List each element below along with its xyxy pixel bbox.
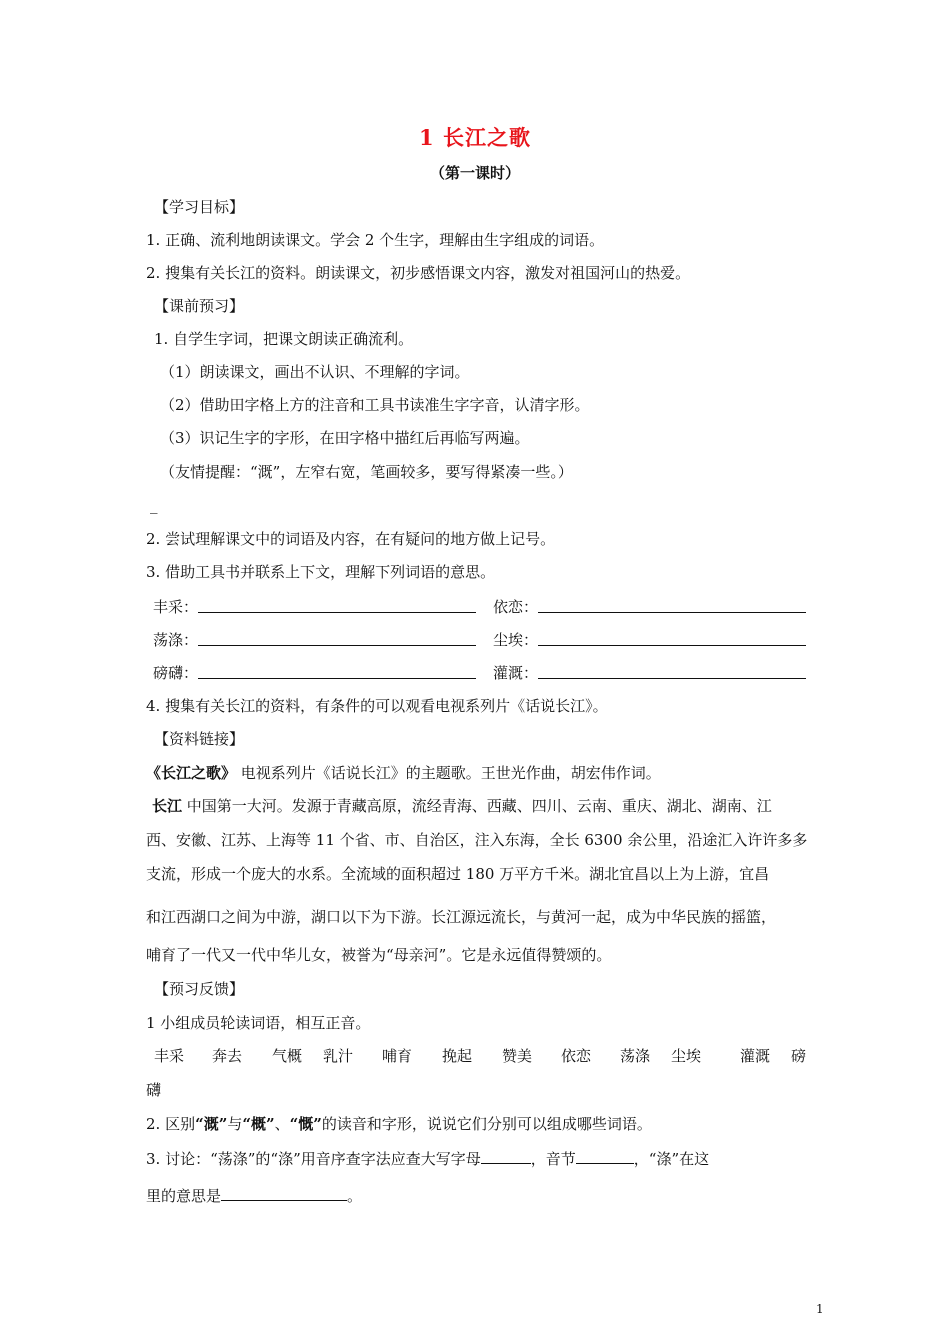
- preview-item-1: 1. 自学生字词，把课文朗读正确流利。: [154, 330, 414, 348]
- blank-meaning[interactable]: [221, 1186, 347, 1201]
- vocab-label: 丰采：: [153, 598, 199, 616]
- feedback-item-1: 1 小组成员轮读词语，相互正音。: [146, 1014, 371, 1032]
- song-entry: [146, 763, 661, 783]
- song-desc: 电视系列片《话说长江》的主题歌。王世光作曲，胡宏伟作词。: [236, 764, 661, 782]
- blank-syllable[interactable]: [576, 1149, 634, 1164]
- lesson-subtitle: （第一课时）: [429, 164, 520, 182]
- word-item: 尘埃: [671, 1047, 702, 1065]
- vocab-label: 尘埃：: [493, 631, 539, 649]
- text-run: 。: [347, 1187, 363, 1205]
- links-heading: 【资料链接】: [154, 730, 245, 748]
- word-item: 奔去: [212, 1047, 243, 1065]
- char-emphasis: “慨”: [289, 1115, 322, 1133]
- preview-item-3: 3. 借助工具书并联系上下文，理解下列词语的意思。: [146, 563, 496, 581]
- song-term: 《长江之歌》: [146, 764, 237, 782]
- word-item: 哺育: [382, 1047, 413, 1065]
- river-line: 中国第一大河。发源于青藏高原，流经青海、西藏、四川、云南、重庆、湖北、湖南、江: [182, 797, 772, 815]
- feedback-item-3: [146, 1149, 709, 1169]
- preview-sub-2: （2）借助田字格上方的注音和工具书读准生字字音，认清字形。: [160, 396, 590, 414]
- word-item: 依恋: [561, 1047, 592, 1065]
- text-run: 的读音和字形，说说它们分别可以组成哪些词语。: [321, 1115, 652, 1133]
- blank-letter[interactable]: [481, 1149, 531, 1164]
- river-term: 长江: [152, 797, 183, 815]
- text-run: 3. 讨论：“荡涤”的“涤”用音序查字法应查大写字母: [146, 1150, 481, 1168]
- answer-line[interactable]: [198, 612, 476, 613]
- river-line: 支流，形成一个庞大的水系。全流域的面积超过 180 万平方千米。湖北宜昌以上为上游，宜昌: [146, 865, 770, 883]
- goal-item-2: 2. 搜集有关长江的资料。朗读课文，初步感悟课文内容，激发对祖国河山的热爱。: [146, 264, 691, 282]
- text-run: ，“涤”在这: [633, 1150, 710, 1168]
- preview-item-4: 4. 搜集有关长江的资料，有条件的可以观看电视系列片《话说长江》。: [146, 697, 608, 715]
- text-run: 与: [227, 1115, 243, 1133]
- preview-sub-1: （1）朗读课文，画出不认识、不理解的字词。: [160, 363, 470, 381]
- char-emphasis: “溉”: [195, 1115, 228, 1133]
- vocab-label: 荡涤：: [153, 631, 199, 649]
- word-item: 荡涤: [620, 1047, 651, 1065]
- char-emphasis: “概”: [242, 1115, 275, 1133]
- river-entry: [152, 796, 772, 816]
- vocab-label: 灌溉：: [493, 664, 539, 682]
- river-line: 哺育了一代又一代中华儿女，被誉为“母亲河”。它是永远值得赞颂的。: [146, 946, 612, 964]
- word-item: 挽起: [442, 1047, 473, 1065]
- goals-heading: 【学习目标】: [154, 198, 245, 216]
- stray-dash: _: [150, 496, 158, 514]
- text-run: 里的意思是: [146, 1187, 222, 1205]
- word-item: 赞美: [502, 1047, 533, 1065]
- preview-item-2: 2. 尝试理解课文中的词语及内容，在有疑问的地方做上记号。: [146, 530, 556, 548]
- word-item: 气概: [272, 1047, 303, 1065]
- answer-line[interactable]: [198, 678, 476, 679]
- preview-heading: 【课前预习】: [154, 297, 245, 315]
- answer-line[interactable]: [198, 645, 476, 646]
- answer-line[interactable]: [538, 645, 806, 646]
- answer-line[interactable]: [538, 612, 806, 613]
- answer-line[interactable]: [538, 678, 806, 679]
- text-run: 、: [274, 1115, 290, 1133]
- vocab-label: 依恋：: [493, 598, 539, 616]
- word-item: 磅: [791, 1047, 807, 1065]
- text-run: ，音节: [530, 1150, 576, 1168]
- feedback-item-2: [146, 1114, 652, 1134]
- goal-item-1: 1. 正确、流利地朗读课文。学会 2 个生字，理解由生字组成的词语。: [146, 231, 605, 249]
- preview-tip: （友情提醒：“溉”，左窄右宽，笔画较多，要写得紧凑一些。）: [160, 463, 573, 481]
- river-line: 西、安徽、江苏、上海等 11 个省、市、自治区，注入东海，全长 6300 余公里，沿途汇入许许多多: [146, 831, 808, 849]
- word-item: 丰采: [154, 1047, 185, 1065]
- preview-sub-3: （3）识记生字的字形，在田字格中描红后再临写两遍。: [160, 429, 530, 447]
- word-item: 灌溉: [740, 1047, 771, 1065]
- word-item-wrap: 礴: [146, 1081, 162, 1099]
- vocab-label: 磅礴：: [153, 664, 199, 682]
- feedback-heading: 【预习反馈】: [154, 980, 245, 998]
- text-run: 2. 区别: [146, 1115, 196, 1133]
- feedback-item-3-cont: [146, 1186, 362, 1206]
- word-item: 乳汁: [323, 1047, 354, 1065]
- lesson-title: 1 长江之歌: [419, 125, 531, 150]
- river-line: 和江西湖口之间为中游，湖口以下为下游。长江源远流长，与黄河一起，成为中华民族的摇篮，: [146, 908, 777, 926]
- page-number: 1: [816, 1302, 824, 1316]
